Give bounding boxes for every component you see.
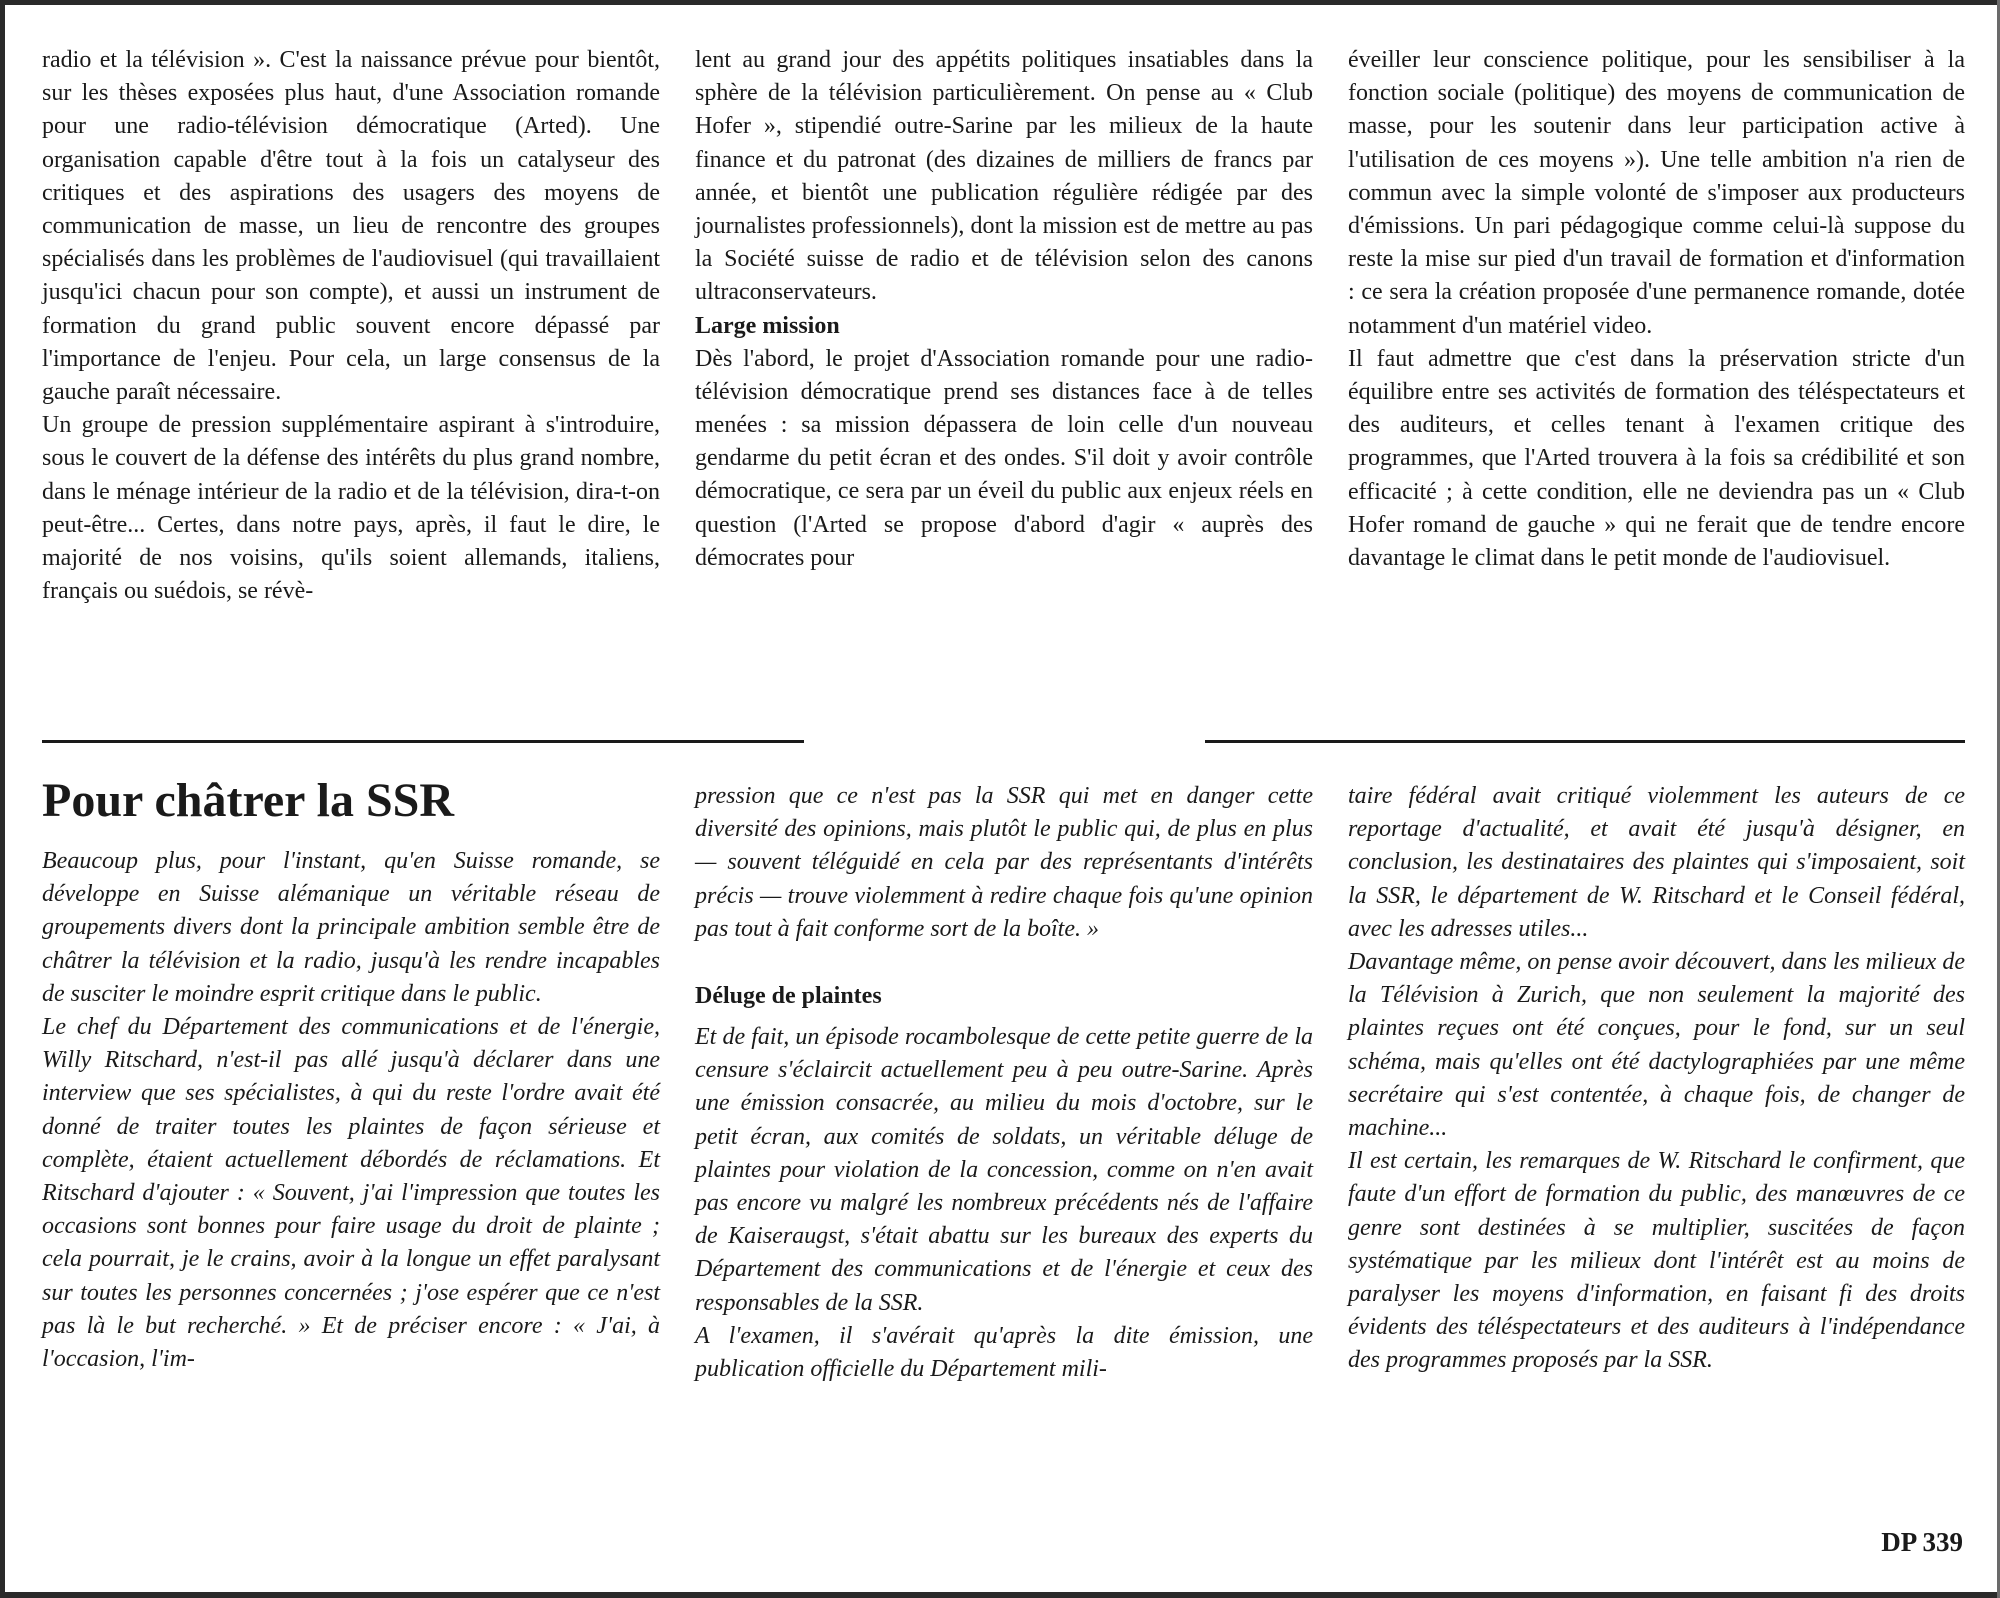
top-article-column-3 — [1348, 44, 1965, 575]
scan-edge-top — [0, 0, 2000, 5]
paragraph: Davantage même, on pense avoir découvert, dans les milieux de la Télévision à Zurich, que non seulement la majorité des plaintes reçues ont été conçues, pour le fond, sur un seul schéma, mais qu'elles ont été dactylographiées par une même secrétaire qui s'est contentée, à chaque fois, de changer de machine... — [1348, 949, 1965, 1142]
scan-edge-left — [0, 0, 5, 1598]
paragraph: Dès l'abord, le projet d'Association romande pour une radio-télévision démocratique prend ses distances face à de telles menées : sa mission dépassera de loin celle d'un nouveau gendarme du petit écran et des ondes. S'il doit y avoir contrôle démocratique, ce sera par un éveil du public aux enjeux réels en question (l'Arted se propose d'abord d'agir « auprès des démocrates pour — [695, 345, 1313, 571]
scan-edge-bottom — [0, 1592, 2000, 1598]
top-article-column-1 — [42, 44, 660, 608]
paragraph: Le chef du Département des communications et de l'énergie, Willy Ritschard, n'est-il pas allé jusqu'à déclarer dans une interview que ses spécialistes, à qui du reste l'ordre avait été donné de traiter toutes les plaintes de façon sérieuse et complète, étaient actuellement débordés de réclamations. Et Ritschard d'ajouter : « Souvent, j'ai l'impression que toutes les occasions sont bonnes pour faire usage du droit de plainte ; cela pourrait, je le crains, avoir à la longue un effet paralysant sur toutes les personnes concernées ; j'ose espérer que ce n'est pas là le but recherché. » Et de préciser encore : « J'ai, à l'occasion, l'im- — [42, 1014, 660, 1373]
top-article-column-2 — [695, 44, 1313, 575]
section-divider-right — [1205, 740, 1965, 743]
paragraph: Il est certain, les remarques de W. Ritschard le confirment, que faute d'un effort de formation du public, des manœuvres de ce genre sont destinées à se multiplier, suscitées de façon systématique par les milieux dont l'intérêt est au moins de paralyser les moyens d'information, en faisant fi des droits évidents des téléspectateurs et des auditeurs à l'indépendance des programmes proposés par la SSR. — [1348, 1148, 1965, 1374]
paragraph: Il faut admettre que c'est dans la préservation stricte d'un équilibre entre ses activités de formation des téléspectateurs et des auditeurs, et celles tenant à l'examen critique des programmes, que l'Arted trouvera à la fois sa crédibilité et son efficacité ; à cette condition, elle ne deviendra pas un « Club Hofer romand de gauche » qui ne ferait que de tendre encore davantage le climat dans le petit monde de l'audiovisuel. — [1348, 345, 1965, 572]
paragraph: A l'examen, il s'avérait qu'après la dite émission, une publication officielle du Département mili- — [695, 1322, 1313, 1383]
section-divider-left — [42, 740, 804, 743]
paragraph: taire fédéral avait critiqué violemment les auteurs de ce reportage d'actualité, et avait été jusqu'à désigner, en conclusion, les destinataires des plaintes qui s'imposaient, soit la SSR, le département de W. Ritschard et le Conseil fédéral, avec les adresses utiles... — [1348, 783, 1965, 942]
paragraph: radio et la télévision ». C'est la naissance prévue pour bientôt, sur les thèses exposées plus haut, d'une Association romande pour une radio-télévision démocratique (Arted). Une organisation capable d'être tout à la fois un catalyseur des critiques et des aspirations des usagers des moyens de communication de masse, un lieu de rencontre des groupes spécialisés dans les problèmes de l'audiovisuel (qui travaillaient jusqu'ici chacun pour son compte), et aussi un instrument de formation du grand public souvent encore dépassé par l'importance de l'enjeu. Pour cela, un large consensus de la gauche paraît nécessaire. — [42, 47, 660, 406]
paragraph: Un groupe de pression supplémentaire aspirant à s'introduire, sous le couvert de la défense des intérêts du plus grand nombre, dans le ménage intérieur de la radio et de la télévision, dira-t-on peut-être... Certes, dans notre pays, après, il faut le dire, le majorité de nos voisins, qu'ils soient allemands, italiens, français ou suédois, se révè- — [42, 412, 660, 605]
paragraph: éveiller leur conscience politique, pour les sensibiliser à la fonction sociale (politique) des moyens de communication de masse, pour les soutenir dans leur participation active à l'utilisation de ces moyens »). Une telle ambition n'a rien de commun avec la simple volonté de s'imposer aux producteurs d'émissions. Un pari pédagogique comme celui-là suppose du reste la mise sur pied d'un travail de formation et d'information : ce sera la création proposée d'une permanence romande, dotée notamment d'un matériel video. — [1348, 47, 1965, 339]
article-title: Pour châtrer la SSR — [42, 774, 455, 827]
paragraph: lent au grand jour des appétits politiques insatiables dans la sphère de la télévision particulièrement. On pense au « Club Hofer », stipendié outre-Sarine par les milieux de la haute finance et du patronat (des dizaines de milliers de francs par année, et bientôt une publication régulière rédigée par des journalistes professionnels), dont la mission est de mettre au pas la Société suisse de radio et de télévision selon des canons ultraconservateurs. — [695, 47, 1313, 306]
paragraph: pression que ce n'est pas la SSR qui met en danger cette diversité des opinions, mais plutôt le public qui, de plus en plus — souvent téléguidé en cela par des représentants d'intérêts précis — trouve violemment à redire chaque fois qu'une opinion pas tout à fait conforme sort de la boîte. » — [695, 783, 1313, 942]
subheading-deluge-de-plaintes: Déluge de plaintes — [695, 983, 882, 1010]
subheading-large-mission: Large mission — [695, 312, 840, 339]
bottom-article-column-1 — [42, 845, 660, 1376]
paragraph: Et de fait, un épisode rocambolesque de cette petite guerre de la censure s'éclaircit actuellement peu à peu outre-Sarine. Après une émission consacrée, au milieu du mois d'octobre, sur le petit écran, aux comités de soldats, un véritable déluge de plaintes pour violation de la concession, comme on n'en avait pas encore vu malgré les nombreux précédents nés de l'affaire de Kaiseraugst, s'était abattu sur les bureaux des experts du Département des communications et de l'énergie et ceux des responsables de la SSR. — [695, 1024, 1313, 1316]
page-number: DP 339 — [1881, 1527, 1963, 1557]
paragraph: Beaucoup plus, pour l'instant, qu'en Suisse romande, se développe en Suisse alémanique un véritable réseau de groupements divers dont la principale ambition semble être de châtrer la télévision et la radio, jusqu'à les rendre incapables de susciter le moindre esprit critique dans le public. — [42, 848, 660, 1007]
bottom-article-column-2 — [695, 780, 1313, 1386]
bottom-article-column-3 — [1348, 780, 1965, 1378]
